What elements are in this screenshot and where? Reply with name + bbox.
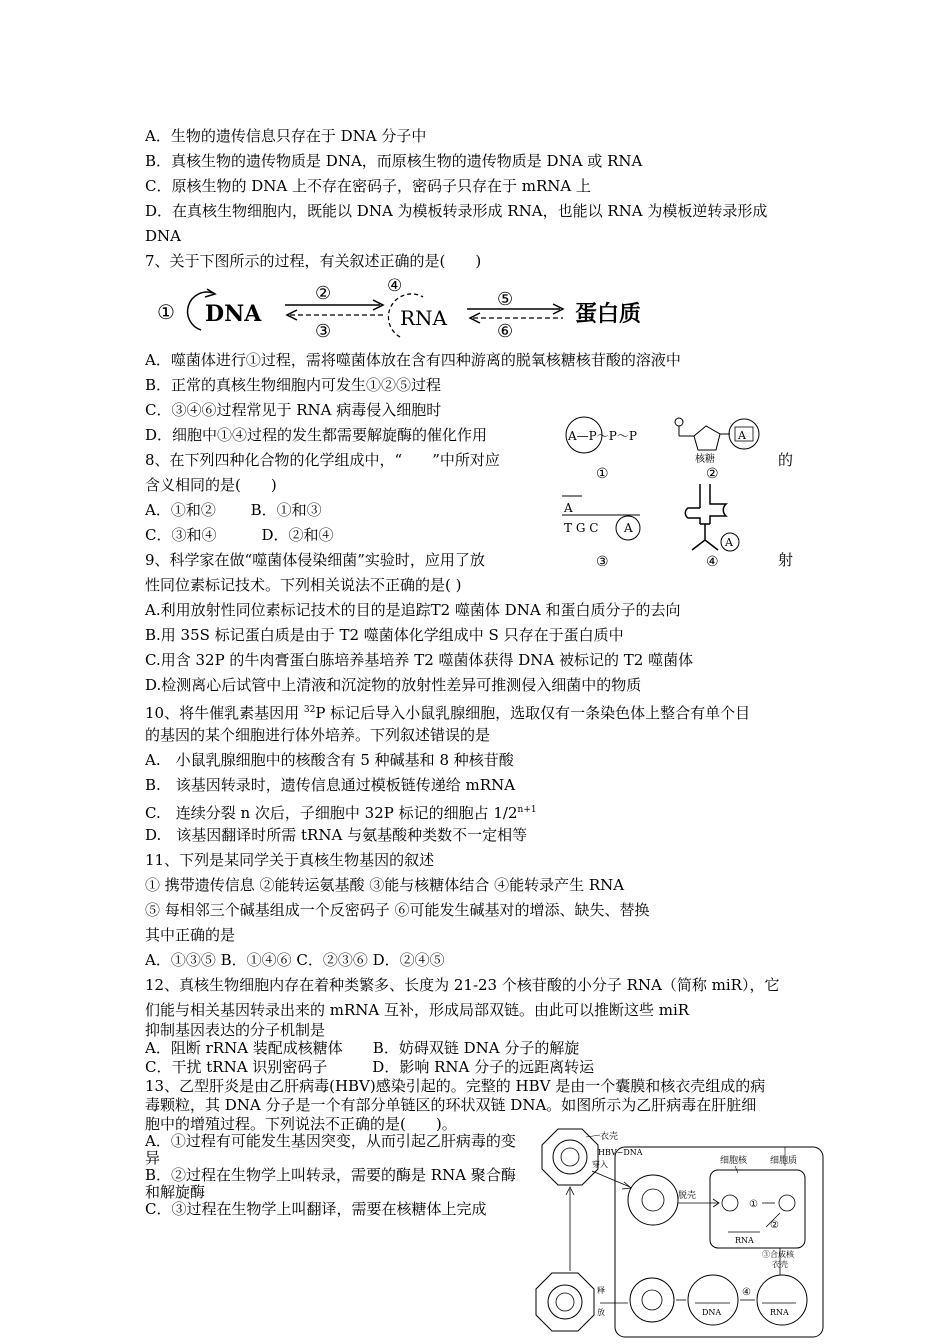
fig7-label-1: ① (157, 300, 175, 324)
q8-stem: 8、在下列四种化合物的化学组成中，“ ”中所对应 (145, 451, 500, 469)
q7-figure (155, 275, 675, 339)
q11-prompt: 其中正确的是 (145, 926, 236, 944)
fig8-base-a: A (738, 429, 746, 442)
fig7-dna: DNA (205, 301, 262, 327)
fig13-hbv-dna-label: HBV−DNA (598, 1148, 643, 1157)
fig13-step2: ② (770, 1220, 779, 1231)
q12-stem: 12、真核生物细胞内存在着种类繁多、长度为 21-23 个核苷酸的小分子 RNA（简称 miR），它 (145, 976, 780, 994)
q13-option-c: C．③过程在生物学上叫翻译，需要在核糖体上完成 (145, 1200, 487, 1218)
fig13-uncoat-label: 脱壳 (678, 1191, 697, 1201)
fig8-label-1: ① (596, 466, 609, 482)
q12-options-cd: C．干扰 tRNA 识别密码子 D．影响 RNA 分子的远距离转运 (145, 1058, 595, 1076)
q8-figure (560, 412, 780, 572)
q6-option-d: D．在真核生物细胞内，既能以 DNA 为模板转录形成 RNA，也能以 RNA 为模板逆转录形成 (145, 202, 768, 220)
q7-option-c: C．③④⑥过程常见于 RNA 病毒侵入细胞时 (145, 401, 442, 419)
q10-stem: 10、将牛催乳素基因用 $^{32}$P 标记后导入小鼠乳腺细胞，选取仅有一条染色体上整合有单个目 (145, 704, 751, 722)
q10-option-c: C. 连续分裂 n 次后，子细胞中 32P 标记的细胞占 $1/2^{n+1}$ (145, 804, 537, 822)
q9-option-b: B.用 35S 标记蛋白质是由于 T2 噬菌体化学组成中 S 只存在于蛋白质中 (145, 626, 624, 644)
fig8-ribose: 核糖 (695, 454, 715, 465)
fig13-step1: ① (749, 1199, 758, 1210)
fig13-rna-label: RNA (735, 1236, 754, 1245)
q8-options-cd: C．③和④ D．②和④ (145, 526, 334, 544)
q12-stem-end: 抑制基因表达的分子机制是 (145, 1021, 326, 1039)
q13-option-a: A．①过程有可能发生基因突变，从而引起乙肝病毒的变异 (145, 1132, 516, 1167)
q7-option-d: D．细胞中①④过程的发生都需要解旋酶的催化作用 (145, 426, 488, 444)
fig7-label-3: ③ (315, 321, 332, 339)
q11-statements-1: ① 携带遗传信息 ②能转运氨基酸 ③能与核糖体结合 ④能转录产生 RNA (145, 876, 625, 894)
q6-option-a: A．生物的遗传信息只存在于 DNA 分子中 (145, 127, 427, 145)
q12-options-ab: A．阻断 rRNA 装配成核糖体 B．妨碍双链 DNA 分子的解旋 (145, 1039, 580, 1057)
fig13-step4: ④ (742, 1287, 751, 1298)
q6-option-c: C．原核生物的 DNA 上不存在密码子，密码子只存在于 mRNA 上 (145, 177, 592, 195)
q13-figure (530, 1125, 830, 1340)
q7-option-a: A．噬菌体进行①过程，需将噬菌体放在含有四种游离的脱氧核糖核苷酸的溶液中 (145, 351, 681, 369)
q13-option-b: B．②过程在生物学上叫转录，需要的酶是 RNA 聚合酶和解旋酶 (145, 1166, 516, 1201)
fig7-label-2: ② (315, 283, 332, 304)
fig8-dna-a-circled: A (624, 521, 633, 535)
fig13-cytoplasm-label: 细胞质 (770, 1156, 798, 1166)
fig7-label-6: ⑥ (497, 321, 514, 339)
q9-option-d: D.检测离心后试管中上清液和沉淀物的放射性差异可推测侵入细菌中的物质 (145, 676, 642, 694)
q9-stem-cont: 性同位素标记技术。下列相关说法不正确的是( ) (145, 576, 462, 594)
q13-stem-cont: 毒颗粒，其 DNA 分子是一个有部分单链区的环状双链 DNA。如图所示为乙肝病毒在肝脏细 (145, 1096, 757, 1114)
fig13-shell-label: 衣壳 (600, 1132, 619, 1142)
q11-statements-2: ⑤ 每相邻三个碱基组成一个反密码子 ⑥可能发生碱基对的增添、缺失、替换 (145, 901, 650, 919)
fig13-enter-label: 穿入 (592, 1160, 608, 1169)
fig7-protein: 蛋白质 (575, 301, 642, 327)
q9-option-c: C.用含 32P 的牛肉膏蛋白胨培养基培养 T2 噬菌体获得 DNA 被标记的 T2 噬菌体 (145, 651, 694, 669)
q7-option-b: B．正常的真核生物细胞内可发生①②⑤过程 (145, 376, 442, 394)
q9-option-a: A.利用放射性同位素标记技术的目的是追踪T2 噬菌体 DNA 和蛋白质分子的去向 (145, 601, 681, 619)
fig13-rna2-label: RNA (770, 1308, 789, 1317)
fig13-release-label: 释 (597, 1286, 605, 1295)
q9-stem: 9、科学家在做“噬菌体侵染细菌”实验时，应用了放 (145, 551, 485, 569)
q8-options-ab: A．①和② B．①和③ (145, 501, 322, 519)
fig8-label-4: ④ (706, 554, 719, 570)
q8-stem-cont: 含义相同的是( ) (145, 476, 277, 494)
fig8-trna-a: A (725, 536, 733, 549)
q9-stem-end: 射 (778, 551, 794, 569)
q13-stem-end: 胞中的增殖过程。下列说法不正确的是( )。 (145, 1115, 457, 1133)
q11-stem: 11、下列是某同学关于真核生物基因的叙述 (145, 851, 435, 869)
q6-option-b: B．真核生物的遗传物质是 DNA，而原核生物的遗传物质是 DNA 或 RNA (145, 152, 643, 170)
fig7-label-4: ④ (387, 276, 403, 296)
fig8-dna-bases: T G C (564, 521, 599, 535)
fig8-label-2: ② (706, 466, 719, 482)
fig7-label-5: ⑤ (497, 289, 514, 310)
fig13-step3-cont: 衣壳 (772, 1260, 788, 1269)
fig13-step3: ③合成核 (762, 1250, 794, 1259)
q10-option-a: A. 小鼠乳腺细胞中的核酸含有 5 种碱基和 8 种核苷酸 (145, 751, 514, 769)
q10-option-b: B. 该基因转录时，遗传信息通过模板链传递给 mRNA (145, 776, 516, 794)
fig8-label-3: ③ (596, 554, 609, 570)
q6-option-d-cont: DNA (145, 227, 181, 245)
q13-stem: 13、乙型肝炎是由乙肝病毒(HBV)感染引起的。完整的 HBV 是由一个囊膜和核衣壳组成的病 (145, 1077, 766, 1095)
fig7-rna: RNA (400, 306, 448, 330)
q7-stem: 7、关于下图所示的过程，有关叙述正确的是( ) (145, 252, 482, 270)
fig13-dna-label: DNA (702, 1308, 722, 1317)
fig8-dna-a: A (564, 501, 573, 515)
q10-stem-cont: 的基因的某个细胞进行体外培养。下列叙述错误的是 (145, 726, 491, 744)
q11-options: A．①③⑤ B．①④⑥ C．②③⑥ D．②④⑤ (145, 951, 445, 969)
q8-stem-end: 的 (778, 451, 794, 469)
fig13-release-label-2: 放 (597, 1308, 605, 1317)
fig13-nucleus-label: 细胞核 (720, 1156, 748, 1166)
q10-option-d: D. 该基因翻译时所需 tRNA 与氨基酸种类数不一定相等 (145, 826, 528, 844)
q12-stem-cont: 们能与相关基因转录出来的 mRNA 互补，形成局部双链。由此可以推断这些 miR (145, 1001, 690, 1019)
fig8-atp: A—P～P～P (568, 429, 637, 443)
